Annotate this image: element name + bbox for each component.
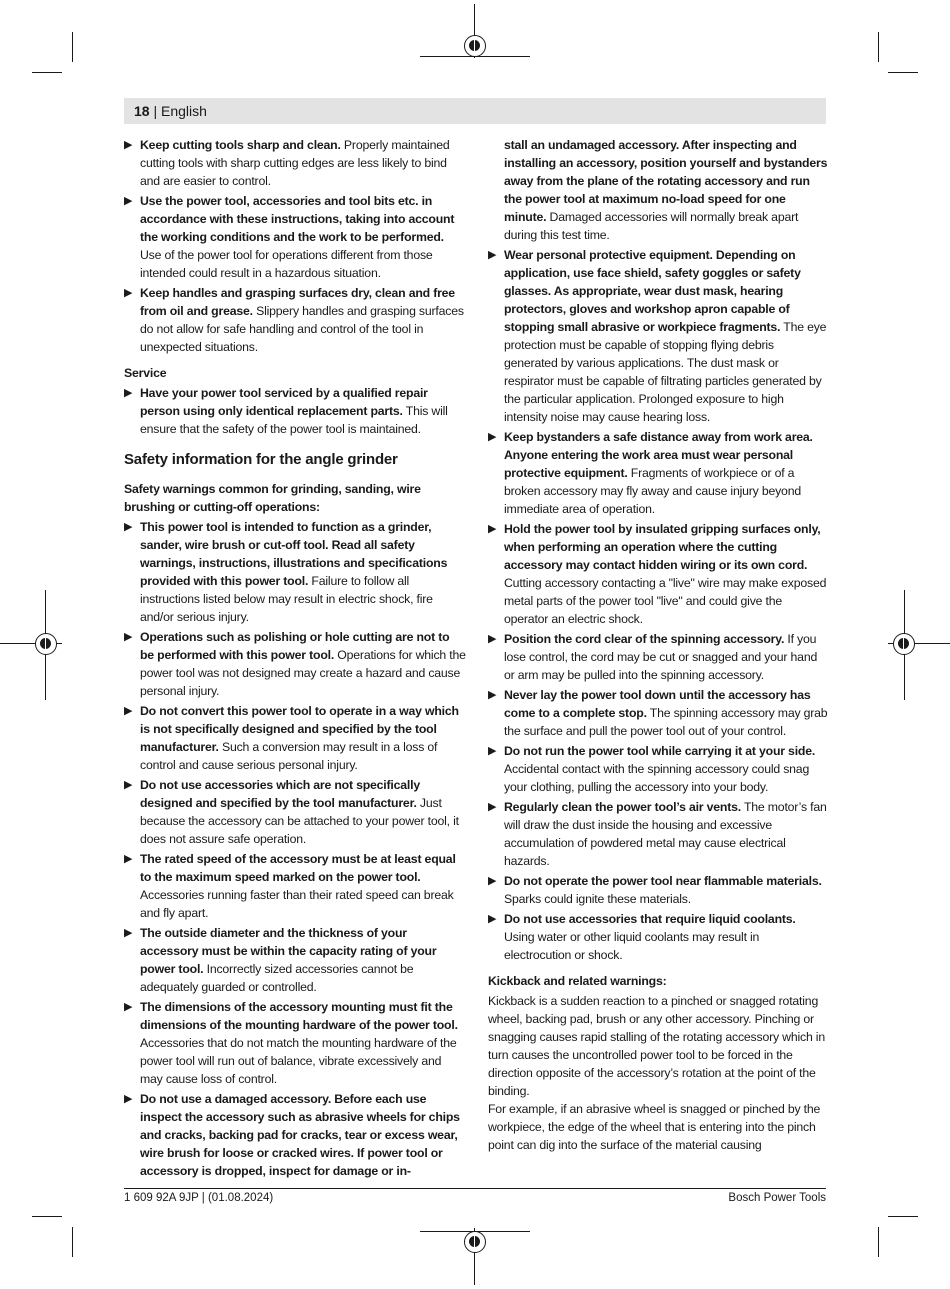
list-item: [124, 136, 466, 190]
item-bold: The rated speed of the accessory must be at least equal to the maximum speed marked on the power tool.: [140, 852, 456, 884]
item-bold: Wear personal protective equipment. Depending on application, use face shield, safety goggles or safety glasses. As appropriate, wear dust mask, hearing protectors, gloves and workshop apron capable of stopping small abrasive or workpiece fragments.: [504, 248, 801, 334]
bullet-arrow-icon: ▶: [124, 705, 133, 717]
bullet-arrow-icon: ▶: [124, 1093, 133, 1105]
item-text: Using water or other liquid coolants may result in electrocution or shock.: [504, 930, 760, 962]
header-language: English: [161, 103, 207, 119]
bullet-arrow-icon: ▶: [124, 927, 133, 939]
item-bold: Keep handles and grasping surfaces dry, clean and free from oil and grease.: [140, 286, 455, 318]
registration-mark-icon: [464, 1231, 486, 1253]
list-item: [124, 284, 466, 356]
crop-mark: [878, 1227, 879, 1257]
crop-mark: [72, 32, 73, 62]
bullet-arrow-icon: ▶: [488, 689, 497, 701]
bullet-arrow-icon: ▶: [124, 853, 133, 865]
list-item: [488, 246, 828, 426]
crop-mark: [32, 1216, 62, 1217]
item-text: Fragments of workpiece or of a broken accessory may fly away and cause injury beyond immediate area of operation.: [504, 466, 801, 516]
bullet-arrow-icon: ▶: [124, 195, 133, 207]
footer-doc-number: 1 609 92A 9JP | (01.08.2024): [124, 1192, 274, 1204]
list-item: [124, 998, 466, 1088]
crop-mark: [72, 1227, 73, 1257]
subheading: Safety warnings common for grinding, sanding, wire brushing or cutting-off operations:: [124, 482, 421, 514]
item-text: The eye protection must be capable of stopping flying debris generated by various applications. The dust mask or respirator must be capable of filtrating particles generated by the particular application. Prolonged exposure to high intensity noise may cause hearing loss.: [504, 320, 827, 424]
list-item: [124, 192, 466, 282]
item-bold: Do not use accessories that require liquid coolants.: [504, 912, 796, 926]
list-item: [124, 1090, 466, 1180]
bullet-arrow-icon: ▶: [124, 631, 133, 643]
item-bold: Have your power tool serviced by a qualified repair person using only identical replacement parts.: [140, 386, 428, 418]
footer-rule: [124, 1188, 826, 1189]
item-text: Operations for which the power tool was not designed may create a hazard and cause personal injury.: [140, 648, 466, 698]
list-item: [488, 872, 828, 908]
item-text: Use of the power tool for operations different from those intended could result in a hazardous situation.: [140, 248, 433, 280]
item-bold: Hold the power tool by insulated gripping surfaces only, when performing an operation where the cutting accessory may contact hidden wiring or its own cord.: [504, 522, 821, 572]
right-column: [488, 136, 828, 1154]
bullet-arrow-icon: ▶: [488, 633, 497, 645]
item-text: This will ensure that the safety of the power tool is maintained.: [140, 404, 448, 436]
list-item: [124, 518, 466, 626]
item-bold: The dimensions of the accessory mounting must fit the dimensions of the mounting hardware of the power tool.: [140, 1000, 458, 1032]
header-separator: |: [149, 103, 161, 119]
service-heading: Service: [124, 366, 167, 380]
crop-mark: [878, 32, 879, 62]
list-item: [488, 798, 828, 870]
list-item: [124, 384, 466, 438]
item-bold: Do not run the power tool while carrying it at your side.: [504, 744, 816, 758]
item-text: Accidental contact with the spinning accessory could snag your clothing, pulling the accessory into your body.: [504, 762, 810, 794]
bullet-arrow-icon: ▶: [488, 431, 497, 443]
bullet-arrow-icon: ▶: [124, 1001, 133, 1013]
item-bold: Position the cord clear of the spinning accessory.: [504, 632, 785, 646]
item-text: Accessories that do not match the mounting hardware of the power tool will run out of balance, vibrate excessively and may cause loss of control.: [140, 1036, 457, 1086]
bullet-arrow-icon: ▶: [124, 521, 133, 533]
crop-mark: [888, 1216, 918, 1217]
item-bold: Regularly clean the power tool’s air vents.: [504, 800, 741, 814]
list-item: [124, 776, 466, 848]
item-bold: Never lay the power tool down until the accessory has come to a complete stop.: [504, 688, 811, 720]
bullet-arrow-icon: ▶: [124, 387, 133, 399]
registration-mark-icon: [893, 633, 915, 655]
bullet-arrow-icon: ▶: [124, 287, 133, 299]
item-text: Accessories running faster than their rated speed can break and fly apart.: [140, 888, 454, 920]
list-item: [488, 520, 828, 628]
item-text: Incorrectly sized accessories cannot be adequately guarded or controlled.: [140, 962, 414, 994]
bullet-arrow-icon: ▶: [488, 875, 497, 887]
list-item: [124, 702, 466, 774]
list-item: [488, 428, 828, 518]
item-bold: This power tool is intended to function as a grinder, sander, wire brush or cut-off tool. Read all safety warnings, instructions, illustrations and specifications provided with this power tool.: [140, 520, 448, 588]
registration-mark-icon: [35, 633, 57, 655]
list-item: [488, 686, 828, 740]
list-item: [488, 742, 828, 796]
item-bold: Keep cutting tools sharp and clean.: [140, 138, 341, 152]
item-bold: Do not use a damaged accessory. Before each use inspect the accessory such as abrasive wheels for chips and cracks, backing pad for cracks, tear or excess wear, wire brush for loose or cracked wires. If power tool or accessory is dropped, inspect for damage or in-: [140, 1092, 460, 1178]
kickback-paragraph: Kickback is a sudden reaction to a pinched or snagged rotating wheel, backing pad, brush or any other accessory. Pinching or snagging causes rapid stalling of the rotating accessory which in turn causes the uncontrolled power tool to be forced in the direction opposite of the accessory’s rotation at the point of the binding.: [488, 994, 825, 1098]
item-text: Such a conversion may result in a loss of control and cause serious personal injury.: [140, 740, 438, 772]
bullet-arrow-icon: ▶: [124, 139, 133, 151]
item-bold: Keep bystanders a safe distance away from work area. Anyone entering the work area must wear personal protective equipment.: [504, 430, 813, 480]
bullet-arrow-icon: ▶: [488, 249, 497, 261]
list-item: [488, 910, 828, 964]
item-text: Cutting accessory contacting a "live" wire may make exposed metal parts of the power tool "live" and could give the operator an electric shock.: [504, 576, 827, 626]
item-text: Failure to follow all instructions listed below may result in electric shock, fire and/or serious injury.: [140, 574, 433, 624]
item-text: Just because the accessory can be attached to your power tool, it does not assure safe operation.: [140, 796, 459, 846]
item-text: If you lose control, the cord may be cut or snagged and your hand or arm may be pulled into the spinning accessory.: [504, 632, 818, 682]
item-text: Properly maintained cutting tools with sharp cutting edges are less likely to bind and are easier to control.: [140, 138, 450, 188]
item-text: Sparks could ignite these materials.: [504, 892, 691, 906]
bullet-arrow-icon: ▶: [488, 913, 497, 925]
bullet-arrow-icon: ▶: [124, 779, 133, 791]
crop-mark: [888, 72, 918, 73]
footer-brand: Bosch Power Tools: [728, 1192, 826, 1204]
item-bold: Do not use accessories which are not specifically designed and specified by the tool manufacturer.: [140, 778, 420, 810]
kickback-heading: Kickback and related warnings:: [488, 974, 667, 988]
bullet-arrow-icon: ▶: [488, 523, 497, 535]
section-title: Safety information for the angle grinder: [124, 451, 398, 468]
registration-mark-icon: [464, 35, 486, 57]
list-item: [124, 850, 466, 922]
item-text: The motor’s fan will draw the dust inside the housing and excessive accumulation of powdered metal may cause electrical hazards.: [504, 800, 827, 868]
item-bold: Do not convert this power tool to operate in a way which is not specifically designed and specified by the tool manufacturer.: [140, 704, 459, 754]
bullet-arrow-icon: ▶: [488, 801, 497, 813]
item-text: Damaged accessories will normally break apart during this test time.: [504, 210, 799, 242]
item-text: The spinning accessory may grab the surface and pull the power tool out of your control.: [504, 706, 828, 738]
bullet-arrow-icon: ▶: [488, 745, 497, 757]
list-item-continuation: [488, 136, 828, 244]
page-header: [124, 98, 826, 124]
left-column: [124, 136, 466, 1182]
item-bold: Do not operate the power tool near flammable materials.: [504, 874, 822, 888]
list-item: [124, 924, 466, 996]
item-text: Slippery handles and grasping surfaces do not allow for safe handling and control of the tool in unexpected situations.: [140, 304, 464, 354]
list-item: [488, 630, 828, 684]
item-bold: Use the power tool, accessories and tool bits etc. in accordance with these instructions, taking into account the working conditions and the work to be performed.: [140, 194, 455, 244]
page-number: 18: [134, 103, 150, 119]
item-bold: Operations such as polishing or hole cutting are not to be performed with this power tool.: [140, 630, 450, 662]
crop-mark: [32, 72, 62, 73]
list-item: [124, 628, 466, 700]
kickback-paragraph: For example, if an abrasive wheel is snagged or pinched by the workpiece, the edge of the wheel that is entering into the pinch point can dig into the surface of the material causing: [488, 1102, 821, 1152]
item-bold: The outside diameter and the thickness of your accessory must be within the capacity rating of your power tool.: [140, 926, 437, 976]
item-bold: stall an undamaged accessory. After inspecting and installing an accessory, position yourself and bystanders away from the plane of the rotating accessory and run the power tool at maximum no-load speed for one minute.: [504, 138, 828, 224]
